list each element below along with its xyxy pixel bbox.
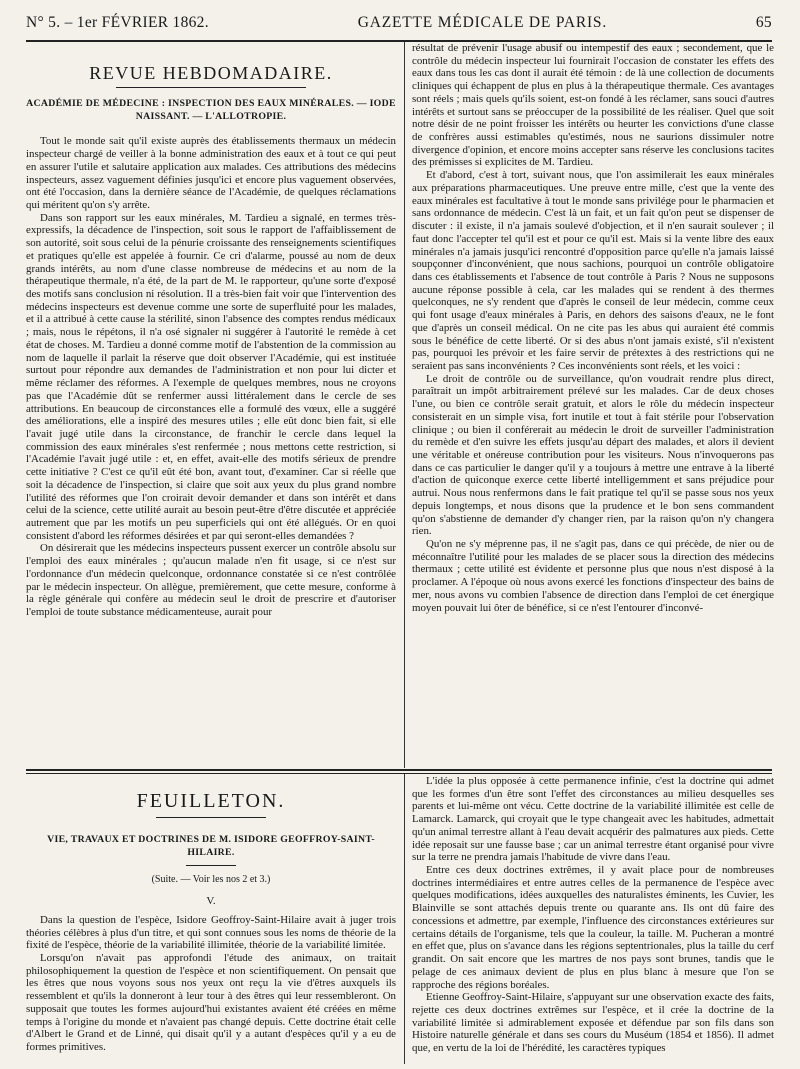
revue-paragraph: On désirerait que les médecins inspecteurs pussent exercer un contrôle absolu sur l'emploi des eaux minérales ; qu'aucun malade n'en fit usage, si ce n'est sur l'ordonnance d'un médecin quelconque, ordonnance constatée si ce n'est contrôlée par le médecin inspecteur. On allègue, premièrement, que cette mesure, conforme à la règle générale qui confère au médecin seul le droit de prescrire et d'autoriser l'emploi de toute substance médicamenteuse, aurait pour <box>26 542 396 618</box>
page-header <box>26 14 772 36</box>
feuilleton-column-right <box>412 775 774 1063</box>
revue-paragraph: Et d'abord, c'est à tort, suivant nous, que l'on assimilerait les eaux minérales aux préparations pharmaceutiques. Une preuve entre mille, c'est que la vente des eaux minérales est facultative à tout le monde sans privilége pour le pharmacien et sans ordonnance de médecin. C'est là un fait, et un fait qu'on peut se dispenser de discuter : il existe, il n'a jamais soulevé d'objection, et il n'en saurait soulever ; il faut donc l'accepter tel qu'il est et pour ce qu'il est. Mais si la vente libre des eaux minérales n'a jamais jusqu'ici rencontré d'opposition parce qu'elle n'a jamais laissé soupçonner d'inconvénient, que nous sachions, pourquoi un contrôle obligatoire dans ces établissements et l'absence de tout contrôle à Paris ? Nous ne supposons aucune réponse possible à cela, car les malades qui se rendent à des thermes quelconques, ne s'y rendent que d'après le conseil de leur médecin, comme ceux qui font usage d'eaux minérales à Paris, en dehors des saisons d'eaux, ne le font que d'après un conseil médical. On ne cite pas les abus qui auraient été commis sous le bénéfice de cette liberté. Or si des abus n'ont jamais existé, s'il n'existent pas, pourquoi les prévoir et les faire servir de prétextes à des restrictions qui ne seraient pas sans inconvénients ? Ces inconvénients sont réels, et les voici : <box>412 169 774 372</box>
journal-title: GAZETTE MÉDICALE DE PARIS. <box>357 14 608 31</box>
revue-column-left <box>26 56 396 768</box>
feuilleton-separator-rule-thin <box>26 773 772 774</box>
feuilleton-suite: (Suite. — Voir les nos 2 et 3.) <box>151 874 271 886</box>
feuilleton-paragraph: Entre ces deux doctrines extrêmes, il y avait place pour de nombreuses doctrines intermédiaires et entre autres celles de la permanence de l'espèce avec quelques modifications, idées auxquelles des naturalistes éminents, les Cuvier, les Blainville se sont attachés depuis trente ou quarante ans. Ils ont dû faire des concessions et admettre, par exemple, l'influence des circonstances extérieures sur certains détails de l'organisme, tels que la couleur, la taille. M. Pucheran a montré en effet que, plus on s'avance dans les régions septentrionales, plus la taille du cerf grandit. On sait encore que les martres de nos pays sont brunes, tandis que le pelage de ces animaux devient de plus en plus blanc à mesure que l'on se rapproche des régions boréales. <box>412 864 774 991</box>
feuilleton-separator-rule <box>26 769 772 771</box>
feuilleton-paragraph: L'idée la plus opposée à cette permanence infinie, c'est la doctrine qui admet que les formes d'un être sont l'effet des circonstances au milieu desquelles ses parents et lui-même ont vécu. Cette doctrine de la variabilité illimitée est celle de Lamarck. Lamarck, qui croyait que le type changeait avec les habitudes, admettait qu'un animal terrestre allant à l'eau devait acquérir des palmatures aux pieds. Cette idée reposait sur une fausse base ; car un animal terrestre étant organisé pour vivre sur la terre ne prendra jamais l'habitude de vivre dans l'eau. <box>412 775 774 864</box>
revue-paragraph: résultat de prévenir l'usage abusif ou intempestif des eaux ; secondement, que le contrôle du médecin inspecteur lui fournirait l'occasion de constater les effets des eaux dans tous les cas dont il aurait été témoin : de là une collection de documents cliniques qui échappent de plus en plus à la thérapeutique thermale. Ces avantages sont réels ; mais quels qu'ils soient, est-on fondé à les réclamer, sans souci d'autres intérêts et surtout sans se préoccuper de la possibilité de les réaliser. Quel que soit notre désir de ne point froisser les intérêts ou heurter les convictions d'une classe de confrères aussi estimables qu'estimés, nous ne saurions dissimuler notre divergence d'opinion, et encore moins accepter sans réserve les conclusions tacites des prémisses si explicites de M. Tardieu. <box>412 42 774 169</box>
feuilleton-title: FEUILLETON. <box>136 790 286 812</box>
revue-column-right <box>412 42 774 768</box>
feuilleton-column-left <box>26 775 396 1063</box>
feuilleton-subtitle: VIE, TRAVAUX ET DOCTRINES DE M. ISIDORE GEOFFROY-SAINT-HILAIRE. <box>47 834 375 858</box>
feuilleton-subtitle-rule <box>186 865 236 866</box>
column-divider-bottom <box>404 774 405 1064</box>
revue-title: REVUE HEBDOMADAIRE. <box>89 63 333 83</box>
feuilleton-title-rule <box>156 817 266 818</box>
revue-paragraph: Tout le monde sait qu'il existe auprès des établissements thermaux un médecin inspecteur chargé de veiller à la bonne administration des eaux et à tout ce qui peut en assurer l'utile et salutaire application aux malades. Ces attributions des médecins inspecteurs, assez vaguement définies jusqu'ici et encore plus vaguement observées, ont été l'occasion, dans la dernière séance de l'Académie, de quelques réclamations qui méritent qu'on s'y arrête. <box>26 135 396 211</box>
feuilleton-paragraph: Dans la question de l'espèce, Isidore Geoffroy-Saint-Hilaire avait à juger trois théories célèbres à plus d'un titre, et qui sont connues sous les noms de théorie de la fixité de l'espèce, théorie de la variabilité illimitée, théorie de la variabilité limitée. <box>26 913 396 952</box>
revue-subhead: ACADÉMIE DE MÉDECINE : INSPECTION DES EAUX MINÉRALES. — IODE NAISSANT. — L'ALLOTROPIE. <box>26 98 396 122</box>
revue-title-rule <box>116 87 306 88</box>
page-number: 65 <box>755 14 772 31</box>
revue-paragraph: Dans son rapport sur les eaux minérales, M. Tardieu a signalé, en termes très-expressifs, la décadence de l'inspection, soit sous le rapport de l'affaiblissement de son autorité, soit sous celui de la pénurie croissante des renseignements scientifiques et pratiques qu'elle est appelée à fournir. Ce cri d'alarme, poussé au nom de deux grands intérêts, au nom d'une classe nombreuse de médecins et au nom de la thérapeutique thermale, n'a été, de la part de M. le rapporteur, qu'une sorte d'exposé des motifs sans conclusion ni résolution. Il a très-bien fait voir que l'intervention des médecins inspecteurs est devenue comme une sorte de superfluité pour les malades, et il a attribué à cette cause la stérilité, sinon l'absence des comptes rendus médicaux ; mais, nous le répétons, il n'a osé signaler ni suggérer à l'autorité le remède à cet état de choses. M. Tardieu a donné comme motif de l'abstention de la commission au nom de laquelle il parlait la réserve que doit observer l'Académie, qui est instituée surtout pour répondre aux demandes de l'administration et non pour lui dicter et même réclamer des réformes. A l'exemple de quelques membres, nous ne croyons pas que l'Académie dût se renfermer aussi littéralement dans le cercle de ses attributions. En beaucoup de circonstances elle a formulé des vœux, elle a suggéré des améliorations, elle a inspiré des mesures utiles ; elle eût donc bien fait, si elle l'avait jugé utile dans la circonstance, de franchir le cercle dans lequel la commission des eaux minérales s'est renfermée ; nous mettons cette restriction, si l'Académie l'avait jugé utile : et, en effet, avait-elle des motifs sérieux de prendre cette initiative ? C'est ce qu'il eût été bon, avant tout, d'examiner. Car si réelle que soit la décadence de l'inspection, si claire que soit aux yeux du plus grand nombre l'utilité des réformes que l'on croirait devoir demander et dans son intérêt et dans celui de la science, cette utilité aurait au besoin peut-être d'être discutée et appréciée autrement que par les motifs un peu superficiels qui ont été allégués. Or en quoi consistent d'abord les réformes désirées et par qui seront-elles demandées ? <box>26 211 396 542</box>
feuilleton-paragraph: Lorsqu'on n'avait pas approfondi l'étude des animaux, on traitait philosophiquement la question de l'espèce et non scientifiquement. On pensait que les êtres que nous voyons sous nos yeux ont reçu la vie d'êtres auxquels ils ressemblent et qu'ils la donneront à leur tour à des êtres qui leur ressembleront. On supposait que toutes les formes aujourd'hui existantes avaient été créées en même temps à l'origine du monde et n'avaient pas changé depuis. Cette doctrine était celle d'Albert le Grand et de Linné, qui disait qu'il y a autant d'espèces qu'il y a eu de formes primitives. <box>26 952 396 1054</box>
feuilleton-paragraph: Etienne Geoffroy-Saint-Hilaire, s'appuyant sur une observation exacte des faits, rejette ces deux doctrines extrêmes sur l'espèce, et il crée la doctrine de la variabilité limitée si admirablement exposée et défendue par son fils dans son Histoire naturelle générale et dans ses cours du Muséum (1854 et 1856). Il admet que, en vertu de la loi de l'hérédité, les caractères typiques <box>412 991 774 1055</box>
revue-paragraph: Le droit de contrôle ou de surveillance, qu'on voudrait rendre plus direct, paraîtrait un impôt arbitrairement prélevé sur les malades. Car de deux choses l'une, ou bien ce contrôle serait gratuit, et alors le rôle du médecin inspecteur consisterait en un simple visa, fort inutile et tout à fait stérile pour l'observation clinique ; ou bien il conférerait au médecin le droit de surveiller l'administration du remède et d'en suivre les effets jusqu'au départ des malades, et alors il devient une véritable et onéreuse contribution pour les visiteurs. Nous n'invoquerons pas dans ce cas particulier le danger qu'il y a toujours à mettre une entrave à la liberté d'action de quiconque exerce cette liberté intelligemment et sans préjudice pour autrui. Nous nous renfermons dans le fait pratique tel qu'il se passe sous nos yeux depuis longtemps, et nous disons que la prudence et le bon sens commandent qu'on s'abstienne de demander d'y changer rien, par la raison qu'on n'y changera rien. <box>412 372 774 538</box>
revue-paragraph: Qu'on ne s'y méprenne pas, il ne s'agit pas, dans ce qui précède, de nier ou de méconnaître l'utilité pour les malades de se placer sous la direction des médecins thermaux ; cette utilité est évidente et personne plus que nous n'est disposé à la proclamer. A l'époque où nous avons exercé les fonctions d'inspecteur des bains de mer, nous avons vu combien l'absence de direction dans l'emploi de cet énergique moyen pouvait lui ôter de bénéfice, si ce n'est l'entourer d'inconvé- <box>412 538 774 614</box>
feuilleton-section-number: V. <box>206 895 216 908</box>
column-divider-top <box>404 42 405 768</box>
issue-date: N° 5. – 1er FÉVRIER 1862. <box>26 14 209 31</box>
